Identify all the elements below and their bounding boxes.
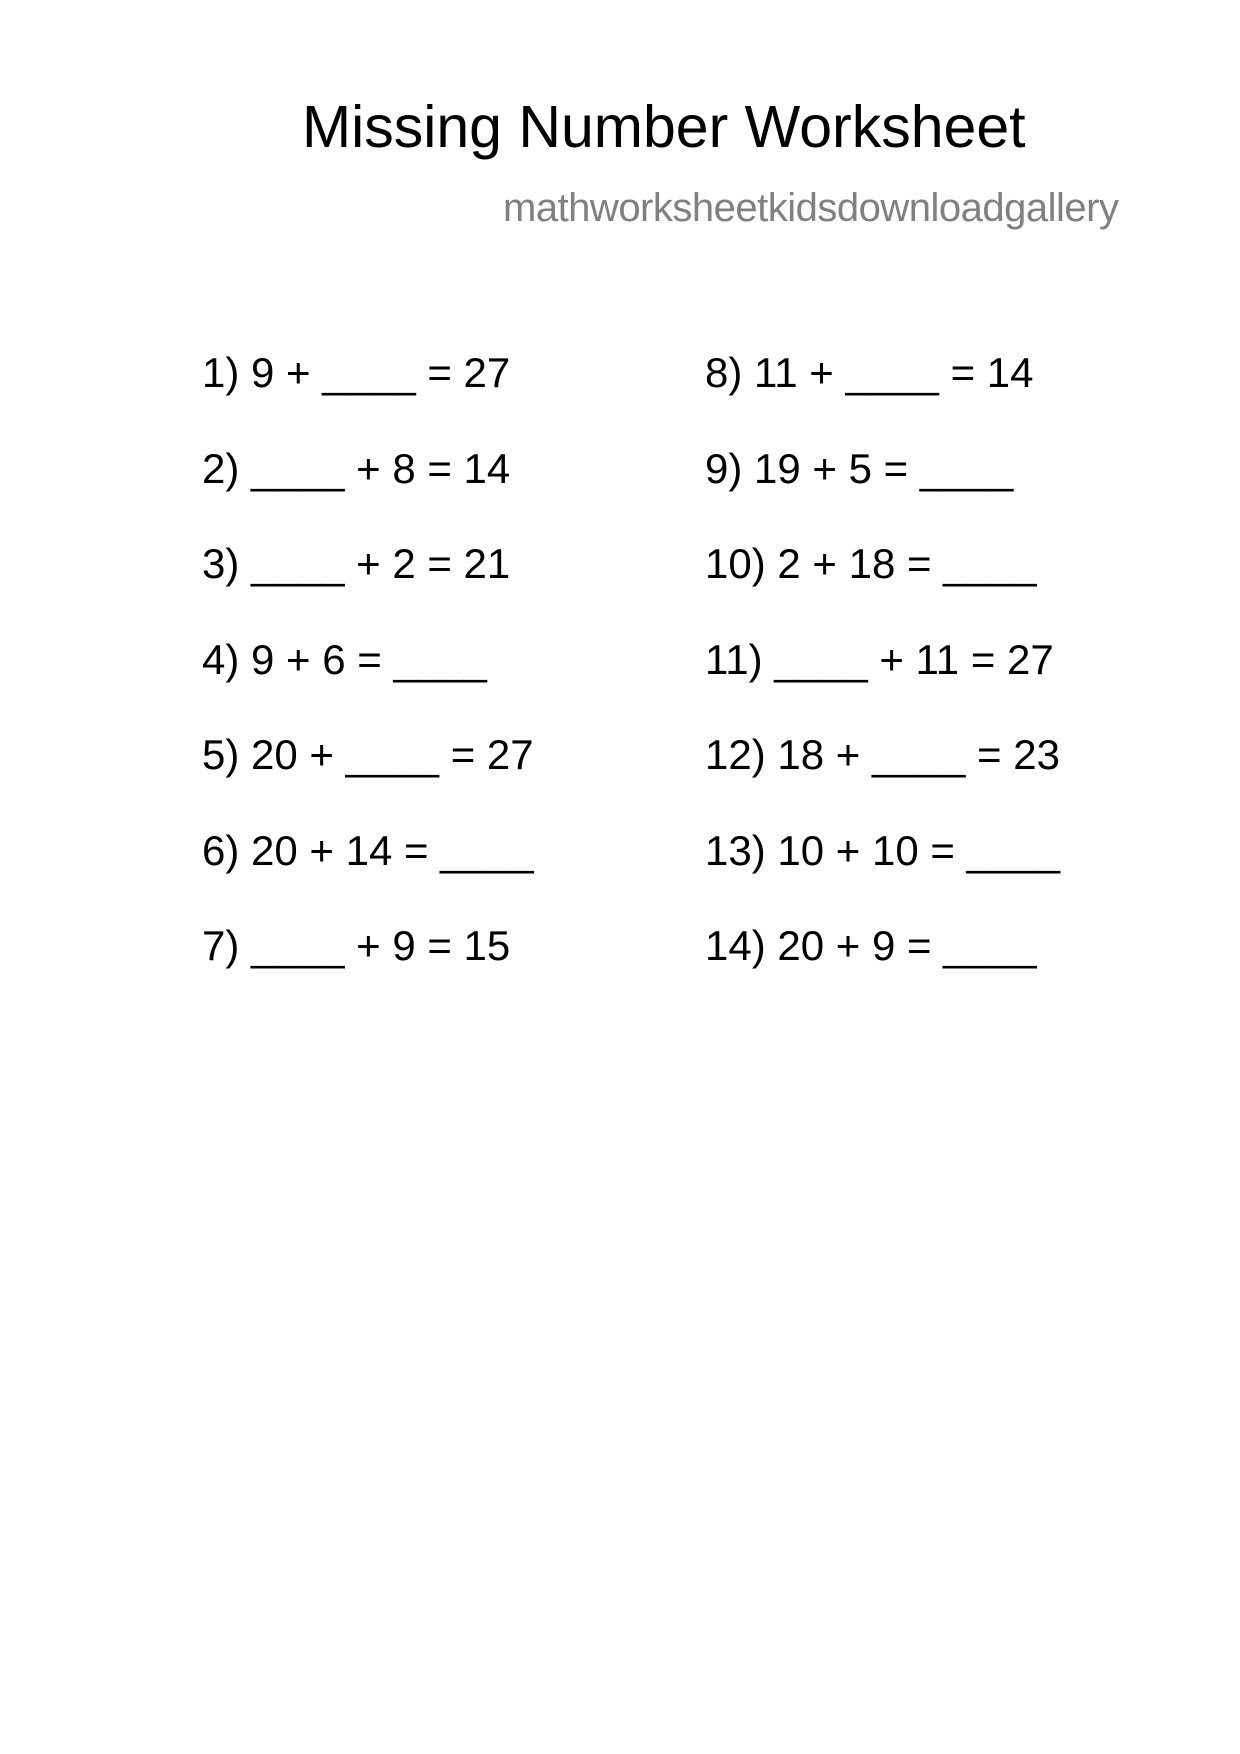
problem-11: 11) ____ + 11 = 27 — [705, 635, 1054, 683]
problem-14: 14) 20 + 9 = ____ — [705, 922, 1037, 969]
site-watermark: mathworksheetkidsdownloadgallery — [503, 186, 1119, 230]
problems-left-column — [202, 349, 534, 1021]
problem-10: 10) 2 + 18 = ____ — [705, 540, 1037, 587]
problem-2: 2) ____ + 8 = 14 — [202, 444, 511, 492]
problem-3: 3) ____ + 2 = 21 — [202, 540, 511, 587]
problems-right-column — [705, 349, 1060, 1021]
problem-9: 9) 19 + 5 = ____ — [705, 444, 1014, 492]
problem-12: 12) 18 + ____ = 23 — [705, 731, 1060, 778]
problem-1: 1) 9 + ____ = 27 — [202, 349, 511, 396]
problem-7: 7) ____ + 9 = 15 — [202, 922, 511, 969]
problem-4: 4) 9 + 6 = ____ — [202, 635, 487, 683]
problem-13: 13) 10 + 10 = ____ — [705, 826, 1060, 874]
page-title: Missing Number Worksheet — [302, 94, 1026, 160]
problem-5: 5) 20 + ____ = 27 — [202, 731, 534, 778]
problem-6: 6) 20 + 14 = ____ — [202, 826, 534, 874]
problem-8: 8) 11 + ____ = 14 — [705, 349, 1034, 396]
